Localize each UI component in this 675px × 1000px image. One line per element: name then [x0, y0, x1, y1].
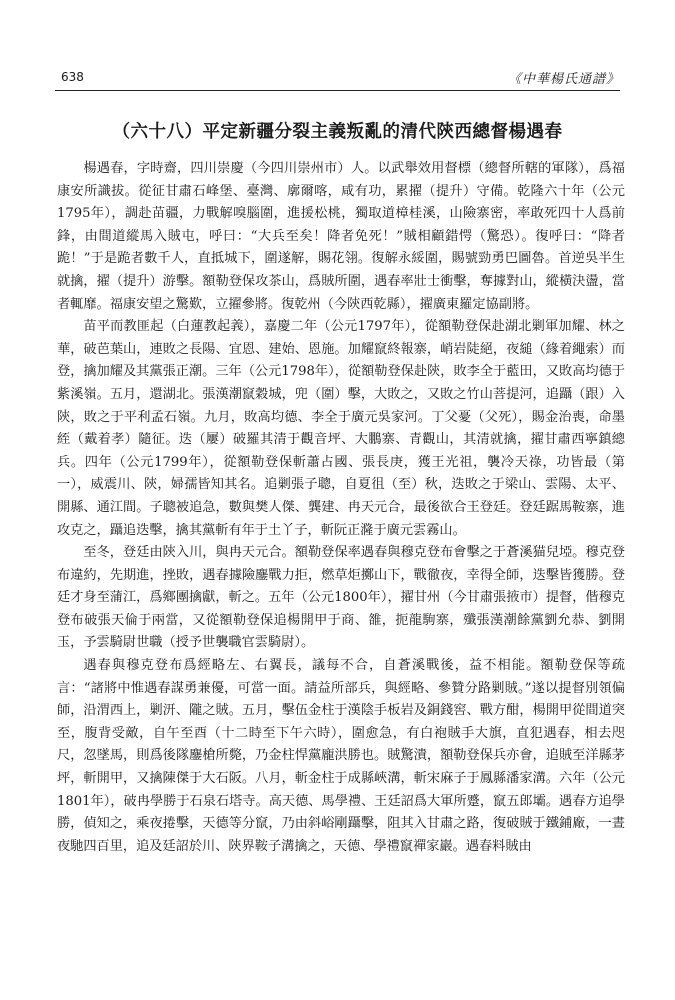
paragraph: 至冬，登廷由陝入川，與冉天元合。額勒登保率遇春與穆克登布會擊之于蒼溪猫兒埡。穆克登布違約，先期進，挫敗，遇春據險鏖戰力拒，燃草炬擲山下，戰徹夜，幸得全師，迭擊皆獲勝。登廷才身至蒲江，爲鄉團擒獻，斬之。五年（公元1800年），擢甘州（今甘肅張掖市）提督，偕穆克登布破張天倫于兩當，又從額勒登保追楊開甲于商、雒，扼龍駒寨，殲張漢潮餘黨劉允恭、劉開玉，予雲騎尉世職（授予世襲職官雲騎尉）。	[57, 545, 625, 651]
paragraph: 遇春與穆克登布爲經略左、右翼長，議每不合，自蒼溪戰後，益不相能。額勒登保等疏言：“諸將中惟遇春謀勇兼優，可當一面。請益所部兵，與經略、參贊分路剿賊。”遂以提督別領偏師，沿渭西上，剿汧、隴之賊。五月，擊伍金柱于漢陰手板岩及銅錢窖、戰方酣，楊開甲從間道突至，腹背受敵，自午至酉（十二時至下午六時），圍愈急，有白袍賊手大旗，直犯遇春，相去咫尺，忽墜馬，則爲後隊鏖槍所斃，乃金柱悍黨龐洪勝也。賊驚潰，額勒登保兵亦會，追賊至洋縣茅坪，斬開甲，又擒陳傑于大石阪。八月，斬金柱于成縣峽溝，斬宋麻子于鳳縣潘家溝。六年（公元1801年），破冉學勝于石泉石塔寺。高天德、馬學禮、王廷詔爲大軍所蹙，竄五郎壩。遇春方追學勝，偵知之，乘夜捲擊，天德等分竄，乃由斜峪剛躡擊，阻其入甘肅之路，復破賊于鐵鋪廠，一晝夜馳四百里，追及廷詔於川、陝界鞍子溝擒之，天德、學禮竄禪家巖。遇春料賊由	[57, 658, 625, 854]
running-title: 《中華楊氏通譜》	[507, 72, 620, 87]
article-title: （六十八）平定新疆分裂主義叛亂的清代陝西總督楊遇春	[112, 122, 563, 142]
paragraph: 楊遇春，字時齋，四川崇慶（今四川崇州市）人。以武舉效用督標（總督所轄的軍隊），爲福康安所識拔。從征甘肅石峰堡、臺灣、廓爾喀，咸有功，累擢（提升）守備。乾隆六十年（公元1795年），調赴苗疆，力戰解嗅腦圍，進援松桃，獨取道樟桂溪，山險寨密，率敢死四十人爲前鋒，由間道縱馬入賊屯，呼曰：“大兵至矣！降者免死！”賊相顧錯愕（驚恐）。復呼曰：“降者跪！”于是跪者數千人，直抵城下，圍遂解，賜花翎。復解永綏圍，賜號勁勇巴圖魯。首逆吳半生就擒，擢（提升）游擊。額勒登保攻茶山，爲賊所圍，遇春率壯士衝擊，奪據對山，縱橫決盪，當者輒靡。福康安望之驚歎，立擢參將。復乾州（今陝西乾縣），擢廣東羅定協副將。	[57, 161, 625, 312]
article-body	[57, 158, 625, 858]
paragraph: 苗平而教匪起（白蓮教起義），嘉慶二年（公元1797年），從額勒登保赴湖北剿軍加耀、林之華，破芭葉山，連敗之長陽、宜恩、建始、恩施。加耀竄終報寨，峭岩陡絕，夜縋（緣着繩索）而登，擒加耀及其黨張正潮。三年（公元1798年），從額勒登保赴陝，敗李全于藍田，又敗高均德于紫溪嶺。五月，還湖北。張漢潮竄穀城，兜（圍）擊，大敗之，又敗之竹山菩提河，追躡（跟）入陝，敗之于平利孟石嶺。九月，敗高均德、李全于廣元吳家河。丁父憂（父死），賜金治喪，命墨絰（戴着孝）隨征。迭（屢）破羅其清于觀音坪、大鵬寨、青觀山，其清就擒，擢甘肅西寧鎮總兵。四年（公元1799年），從額勒登保斬蕭占國、張長庚，獲王光祖，襲冷天祿，功皆最（第一），威震川、陝，婦孺皆知其名。追剿張子聰，自夏徂（至）秋，迭敗之于梁山、雲陽、太平、開縣、通江間。子聰被追急，數與樊人傑、龔建、冉天元合，最後欲合王登廷。登廷踞馬鞍寨，進攻克之，躡追迭擊，擒其黨斬有年于土丫子，斬阮正漋于廣元雲霧山。	[57, 319, 625, 538]
page-header	[55, 68, 620, 91]
page-number: 638	[61, 70, 84, 84]
